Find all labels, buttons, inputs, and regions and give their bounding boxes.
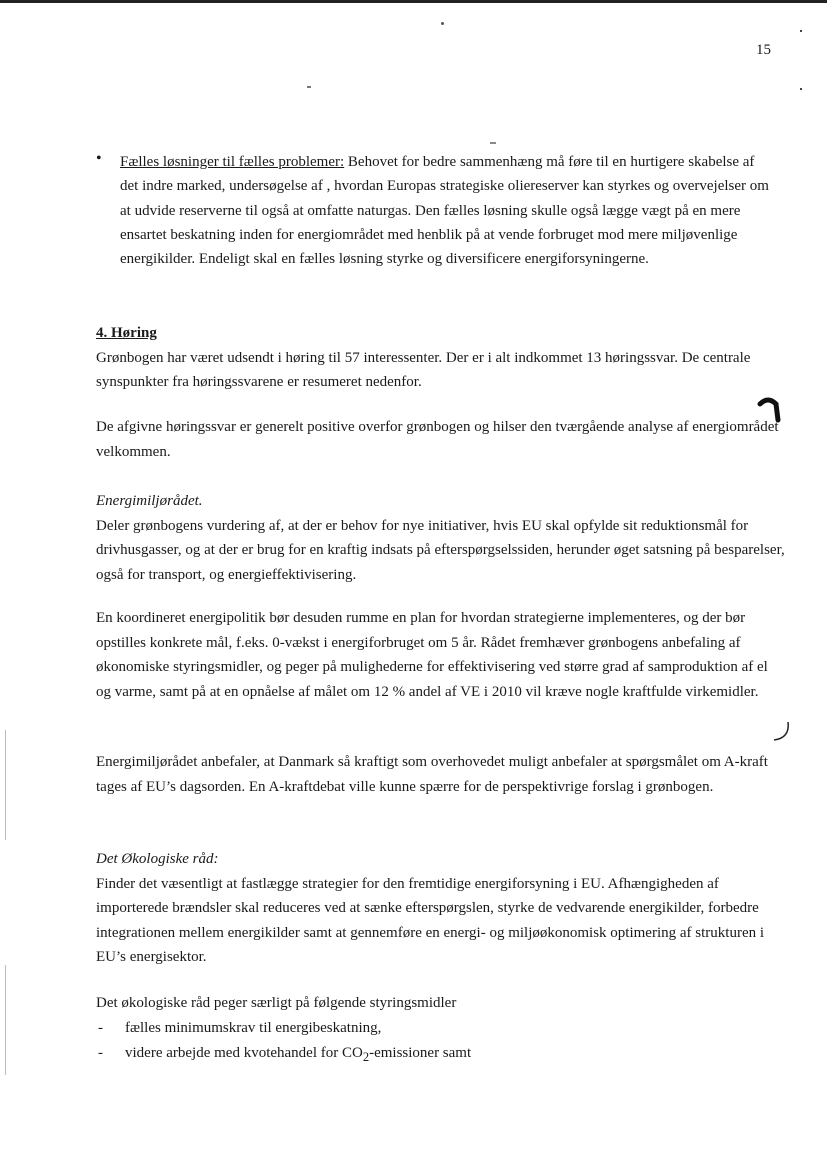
energimiljoraadet-heading: Energimiljørådet. xyxy=(96,493,203,509)
top-border-line xyxy=(0,0,827,3)
page-number: 15 xyxy=(756,42,771,58)
bullet-body: Behovet for bedre sammenhæng må føre til en hurtigere skabelse af det indre marked, undersøgelse af , hvordan Europas strategiske oliereserver kan styrkes og overvejelser om at udvide reserverne til også at omfatte naturgas. Den fælles løsning skulle også lægge vægt på en mere ensartet beskatning inden for energiområdet med henblik på at vende forbruget mod mere miljøvenlige energikilder. Endeligt skal en fælles løsning styrke og diversificere energiforsyningerne. xyxy=(120,154,769,268)
bullet-symbol: • xyxy=(96,150,102,167)
list-item-text-end: -emissioner samt xyxy=(369,1044,472,1061)
list-item-text: videre arbejde med kvotehandel for CO xyxy=(125,1044,363,1061)
scan-speck xyxy=(800,88,802,90)
margin-mark-bottom xyxy=(770,718,794,746)
scan-speck xyxy=(490,142,496,144)
scan-edge-line xyxy=(5,965,6,1075)
hoering-general: De afgivne høringssvar er generelt positive overfor grønbogen og hilser den tværgående analyse af energiområdet velkommen. xyxy=(96,419,779,460)
oekologiske-raad-p1: Finder det væsentligt at fastlægge strategier for den fremtidige energiforsyning i EU. Afhængigheden af importerede brændsler skal reduceres ved at sænke efterspørgslen, styrke de vedvarende energikilder, forbedre integrationen mellem energikilder samt at gennemføre en energi- og miljøøkonomisk optimering af strukturen i EU’s energisektor. xyxy=(96,875,765,965)
bullet-paragraph xyxy=(96,150,776,271)
list-item-text: fælles minimumskrav til energibeskatning, xyxy=(125,1020,382,1036)
list-dash: - xyxy=(98,1020,103,1036)
scan-speck xyxy=(441,22,444,25)
styringsmidler-list xyxy=(96,1016,786,1069)
list-item xyxy=(96,1041,786,1070)
energimiljoraadet-p1: Deler grønbogens vurdering af, at der er behov for nye initiativer, hvis EU skal opfylde sit reduktionsmål for drivhusgasser, og at der er brug for en kraftig indsats på efterspørgselssiden, herunder øget satsning på besparelser, også for transport, og energieffektivisering. xyxy=(96,517,785,583)
subscript: 2 xyxy=(362,1049,370,1064)
energimiljoraadet-p2: En koordineret energipolitik bør desuden rumme en plan for hvordan strategierne implementeres, og der bør opstilles konkrete mål, f.eks. 0-vækst i energiforbruget om 5 år. Rådet fremhæver grønbogens anbefaling af økonomiske styringsmidler, og peger på mulighederne for effektivisering ved større grad af samproduktion af el og varme, samt på at en opnåelse af målet om 12 % andel af VE i 2010 vil kræve nogle kraftfulde virkemidler. xyxy=(96,610,768,700)
scan-speck xyxy=(800,30,802,32)
oekologiske-raad-p2: Det økologiske råd peger særligt på følgende styringsmidler xyxy=(96,995,457,1011)
bullet-lead-underlined: Fælles løsninger til fælles problemer: xyxy=(120,154,345,170)
energimiljoraadet-block xyxy=(96,489,786,587)
scan-speck xyxy=(307,86,311,88)
bullet-text xyxy=(120,150,776,271)
scan-edge-line xyxy=(5,730,6,840)
list-item xyxy=(96,1016,786,1041)
section-hoering xyxy=(96,321,786,395)
oekologiske-raad-heading: Det Økologiske råd: xyxy=(96,851,219,867)
oekologiske-raad-block xyxy=(96,847,786,970)
energimiljoraadet-p3: Energimiljørådet anbefaler, at Danmark så kraftigt som overhovedet muligt anbefaler at spørgsmålet om A-kraft tages af EU’s dagsorden. En A-kraftdebat ville kunne spærre for de perspektivrige forslag i grønbogen. xyxy=(96,754,768,795)
section-heading: 4. Høring xyxy=(96,325,157,341)
list-dash: - xyxy=(98,1044,103,1061)
hoering-intro: Grønbogen har været udsendt i høring til 57 interessenter. Der er i alt indkommet 13 høringssvar. De centrale synspunkter fra høringssvarene er resumeret nedenfor. xyxy=(96,349,751,390)
